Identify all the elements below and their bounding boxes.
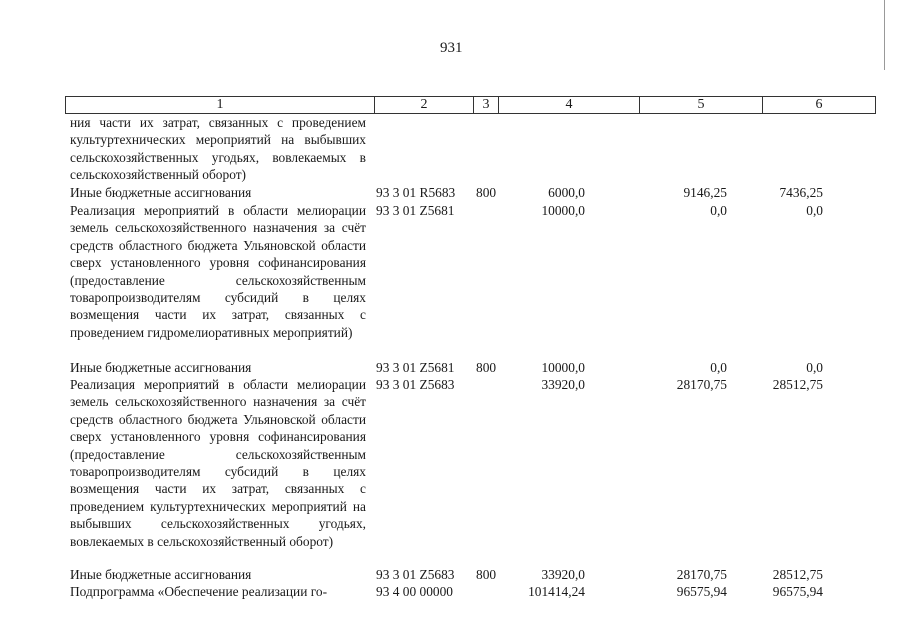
- row-description: Подпрограмма «Обеспечение реализации го-: [70, 584, 328, 599]
- row-value-col5: 28170,75: [676, 377, 727, 392]
- row-expense-type: 800: [476, 185, 497, 200]
- row-value-col6: 28512,75: [772, 377, 823, 392]
- column-header-4: 4: [499, 97, 640, 114]
- row-value-col6: 0,0: [806, 360, 823, 375]
- row-expense-type: 800: [476, 360, 497, 375]
- column-header-6: 6: [763, 97, 876, 114]
- page-number: 931: [440, 40, 463, 56]
- column-header-1: 1: [66, 97, 375, 114]
- row-value-col4: 33920,0: [541, 567, 585, 582]
- row-value-col4: 33920,0: [541, 377, 585, 392]
- row-value-col6: 96575,94: [772, 584, 823, 599]
- row-value-col6: 0,0: [806, 203, 823, 218]
- row-description: Иные бюджетные ассигнования: [70, 567, 252, 582]
- row-value-col4: 6000,0: [548, 185, 585, 200]
- row-value-col5: 96575,94: [676, 584, 727, 599]
- row-description: Реализация мероприятий в области мелиорации земель сельскохозяйственного назначения за счёт средств областного бюджета Ульяновской области сверх установленного уровня софинансирования (предоставление сельскохозяйственным товаропроизводителям субсидий в целях возмещения части их затрат, связанных с проведением культуртехнических мероприятий на выбывших сельскохозяйственных угодьях, вовлекаемых в сельскохозяйственный оборот): [70, 377, 366, 549]
- row-value-col6: 28512,75: [772, 567, 823, 582]
- row-value-col5: 9146,25: [683, 185, 727, 200]
- row-value-col5: 0,0: [710, 203, 727, 218]
- row-code: 93 3 01 Z5683: [376, 567, 455, 582]
- row-value-col5: 28170,75: [676, 567, 727, 582]
- row-code: 93 3 01 Z5681: [376, 203, 455, 218]
- row-description: Иные бюджетные ассигнования: [70, 360, 252, 375]
- row-description: ния части их затрат, связанных с проведением культуртехнических мероприятий на выбывших сельскохозяйственных угодьях, вовлекаемых в сельскохозяйственный оборот): [70, 115, 366, 183]
- row-expense-type: 800: [476, 567, 497, 582]
- row-value-col4: 101414,24: [528, 584, 585, 599]
- row-value-col5: 0,0: [710, 360, 727, 375]
- row-description: Реализация мероприятий в области мелиорации земель сельскохозяйственного назначения за счёт средств областного бюджета Ульяновской области сверх установленного уровня софинансирования (предоставление сельскохозяйственным товаропроизводителям субсидий в целях возмещения части их затрат, связанных с проведением гидромелиоративных мероприятий): [70, 203, 366, 340]
- column-header-3: 3: [474, 97, 499, 114]
- row-description: Иные бюджетные ассигнования: [70, 185, 252, 200]
- row-code: 93 4 00 00000: [376, 584, 453, 599]
- row-code: 93 3 01 Z5683: [376, 377, 455, 392]
- row-code: 93 3 01 Z5681: [376, 360, 455, 375]
- row-value-col4: 10000,0: [541, 360, 585, 375]
- column-header-table: [65, 96, 876, 114]
- row-value-col4: 10000,0: [541, 203, 585, 218]
- row-code: 93 3 01 R5683: [376, 185, 456, 200]
- column-header-5: 5: [640, 97, 763, 114]
- column-header-2: 2: [375, 97, 474, 114]
- margin-line: [884, 0, 885, 70]
- row-value-col6: 7436,25: [779, 185, 823, 200]
